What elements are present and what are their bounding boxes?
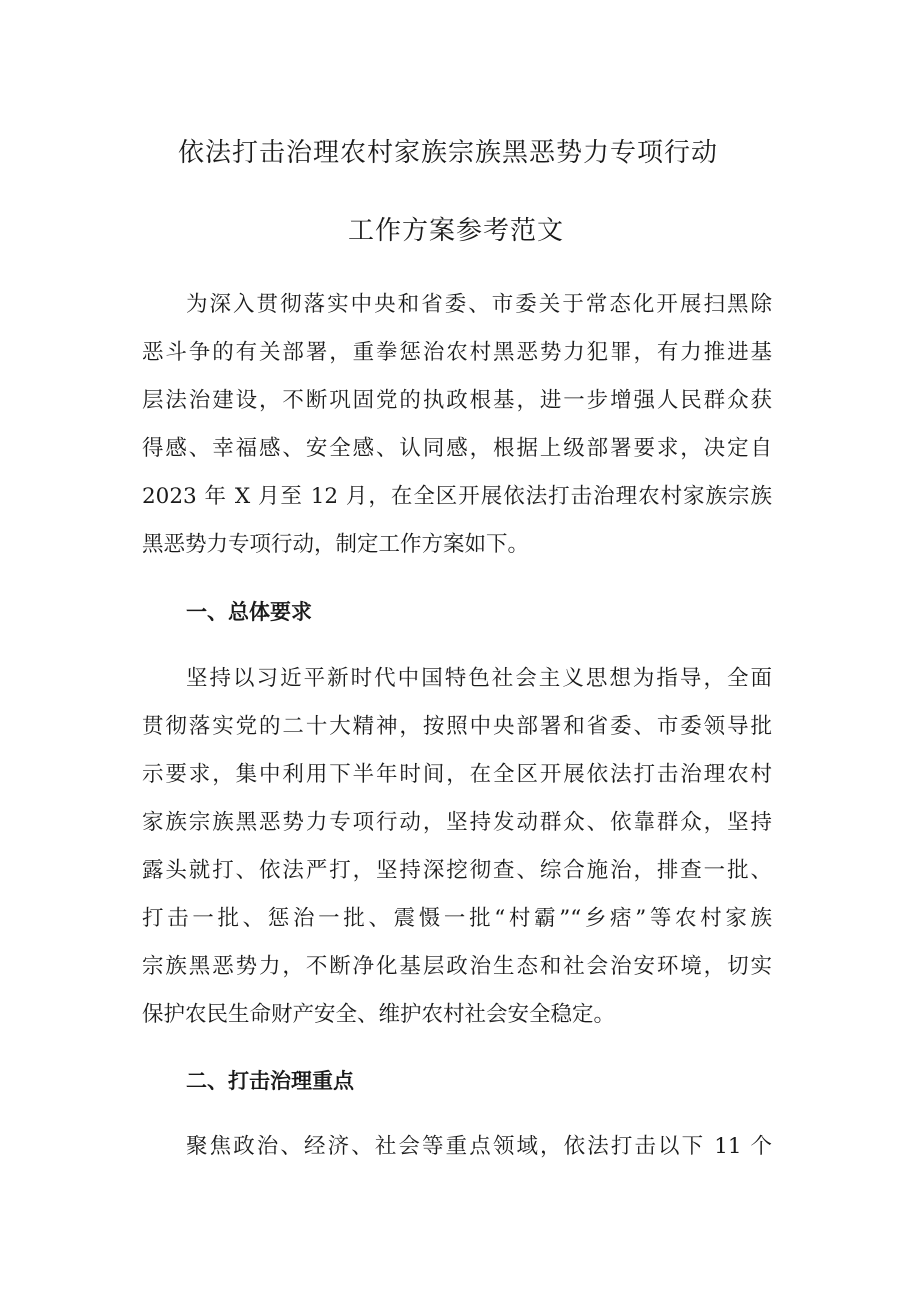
document-title-line-1: 依法打击治理农村家族宗族黑恶势力专项行动 — [177, 138, 718, 168]
paragraph-line: 得感、幸福感、安全感、认同感，根据上级部署要求，决定自 — [142, 436, 772, 461]
paragraph-line: 露头就打、依法严打，坚持深挖彻查、综合施治，排查一批、 — [142, 858, 772, 883]
document-title-line-2: 工作方案参考范文 — [347, 216, 564, 246]
paragraph-line: 黑恶势力专项行动，制定工作方案如下。 — [142, 532, 530, 557]
paragraph-line: 保护农民生命财产安全、维护农村社会安全稳定。 — [142, 1002, 616, 1027]
section-heading-1: 一、总体要求 — [186, 600, 312, 624]
paragraph-line: 恶斗争的有关部署，重拳惩治农村黑恶势力犯罪，有力推进基 — [142, 340, 772, 365]
paragraph-line: 聚焦政治、经济、社会等重点领域，依法打击以下 11 个 — [186, 1134, 772, 1159]
paragraph-line: 为深入贯彻落实中央和省委、市委关于常态化开展扫黑除 — [186, 292, 772, 317]
paragraph-line: 贯彻落实党的二十大精神，按照中央部署和省委、市委领导批 — [142, 714, 772, 739]
paragraph-line: 2023 年 X 月至 12 月，在全区开展依法打击治理农村家族宗族 — [142, 484, 772, 509]
section-heading-2: 二、打击治理重点 — [186, 1069, 354, 1093]
paragraph-line: 示要求，集中利用下半年时间，在全区开展依法打击治理农村 — [142, 762, 772, 787]
paragraph-line: 家族宗族黑恶势力专项行动，坚持发动群众、依靠群众，坚持 — [142, 810, 772, 835]
paragraph-line: 宗族黑恶势力，不断净化基层政治生态和社会治安环境，切实 — [142, 954, 772, 979]
paragraph-line: 坚持以习近平新时代中国特色社会主义思想为指导，全面 — [186, 666, 772, 691]
paragraph-line: 打击一批、惩治一批、震慑一批“村霸”“乡痞”等农村家族 — [142, 906, 772, 931]
paragraph-line: 层法治建设，不断巩固党的执政根基，进一步增强人民群众获 — [142, 388, 772, 413]
